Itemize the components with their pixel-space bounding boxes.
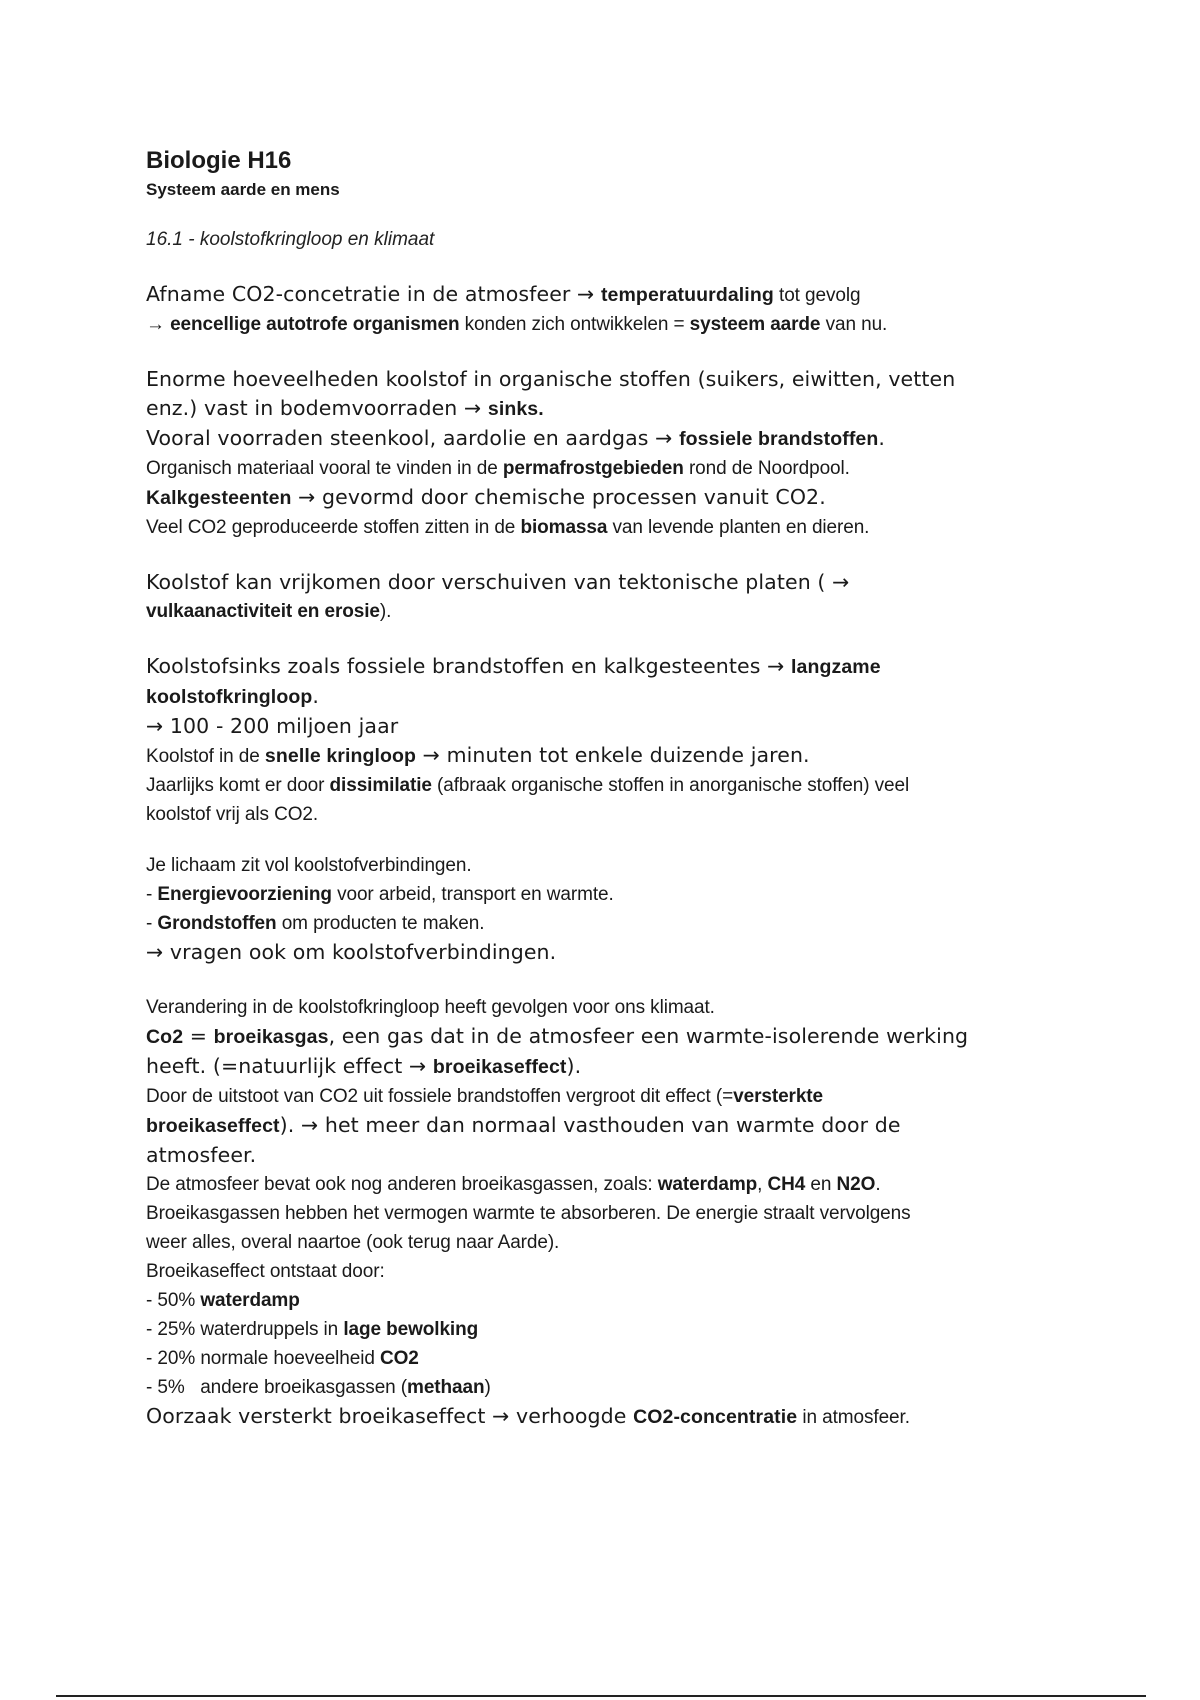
text-line: Organisch materiaal vooral te vinden in de permafrostgebieden rond de Noordpool. [146,458,850,479]
list-item: - 5% andere broeikasgassen (methaan) [146,1377,491,1398]
text-line: Koolstofsinks zoals fossiele brandstoffen en kalkgesteentes → langzame [146,654,881,678]
text-line: Koolstof in de snelle kringloop → minuten tot enkele duizende jaren. [146,743,810,767]
list-item: - Energievoorziening voor arbeid, transport en warmte. [146,884,614,905]
text-line: vulkaanactiviteit en erosie). [146,601,392,622]
text-line: Co2 = broeikasgas, een gas dat in de atmosfeer een warmte-isolerende werking [146,1024,969,1048]
text-line: → vragen ook om koolstofverbindingen. [146,940,557,964]
text-line: enz.) vast in bodemvoorraden → sinks. [146,396,544,420]
list-item: - Grondstoffen om producten te maken. [146,913,485,934]
text-line: Veel CO2 geproduceerde stoffen zitten in de biomassa van levende planten en dieren. [146,517,870,538]
text-line: Koolstof kan vrijkomen door verschuiven van tektonische platen ( → [146,570,850,594]
text-line: Vooral voorraden steenkool, aardolie en aardgas → fossiele brandstoffen. [146,426,886,450]
text-line: → eencellige autotrofe organismen konden zich ontwikkelen = systeem aarde van nu. [146,314,888,335]
text-line: De atmosfeer bevat ook nog anderen broeikasgassen, zoals: waterdamp, CH4 en N2O. [146,1174,881,1195]
paragraph-co2-decrease [146,280,1076,339]
document-subtitle: Systeem aarde en mens [146,180,340,199]
list-item: - 20% normale hoeveelheid CO2 [146,1348,419,1369]
document-title: Biologie H16 [146,147,292,174]
list-item: - 50% waterdamp [146,1290,300,1311]
text-line: Kalkgesteenten → gevormd door chemische processen vanuit CO2. [146,485,826,509]
section-heading: 16.1 - koolstofkringloop en klimaat [146,229,435,250]
list-item: - 25% waterdruppels in lage bewolking [146,1319,479,1340]
paragraph-body-compounds [146,851,1076,967]
text-line: Broeikasgassen hebben het vermogen warmte te absorberen. De energie straalt vervolgens [146,1203,911,1224]
text-line: → 100 - 200 miljoen jaar [146,714,399,738]
text-line: weer alles, overal naartoe (ook terug naar Aarde). [146,1232,560,1253]
text-line: broeikaseffect). → het meer dan normaal vasthouden van warmte door de [146,1113,901,1137]
text-line: koolstofkringloop. [146,684,319,708]
text-line: Jaarlijks komt er door dissimilatie (afbraak organische stoffen in anorganische stoffen) veel [146,775,910,796]
paragraph-carbon-cycles [146,652,1076,829]
text-line: Je lichaam zit vol koolstofverbindingen. [146,855,472,876]
document-body [146,144,1076,1432]
text-line: Afname CO2-concetratie in de atmosfeer → temperatuurdaling tot gevolg [146,282,861,306]
text-line: Oorzaak versterkt broeikaseffect → verhoogde CO2-concentratie in atmosfeer. [146,1404,910,1428]
text-line: heeft. (=natuurlijk effect → broeikaseffect). [146,1054,582,1078]
paragraph-carbon-storage [146,365,1076,542]
text-line: Enorme hoeveelheden koolstof in organische stoffen (suikers, eiwitten, vetten [146,367,956,391]
footer-divider [56,1695,1146,1697]
text-line: atmosfeer. [146,1143,257,1167]
text-line: koolstof vrij als CO2. [146,804,319,825]
paragraph-carbon-release [146,568,1076,626]
text-line: Verandering in de koolstofkringloop heeft gevolgen voor ons klimaat. [146,997,715,1018]
paragraph-greenhouse-effect [146,993,1076,1432]
text-line: Door de uitstoot van CO2 uit fossiele brandstoffen vergroot dit effect (=versterkte [146,1086,823,1107]
text-line: Broeikaseffect ontstaat door: [146,1261,385,1282]
